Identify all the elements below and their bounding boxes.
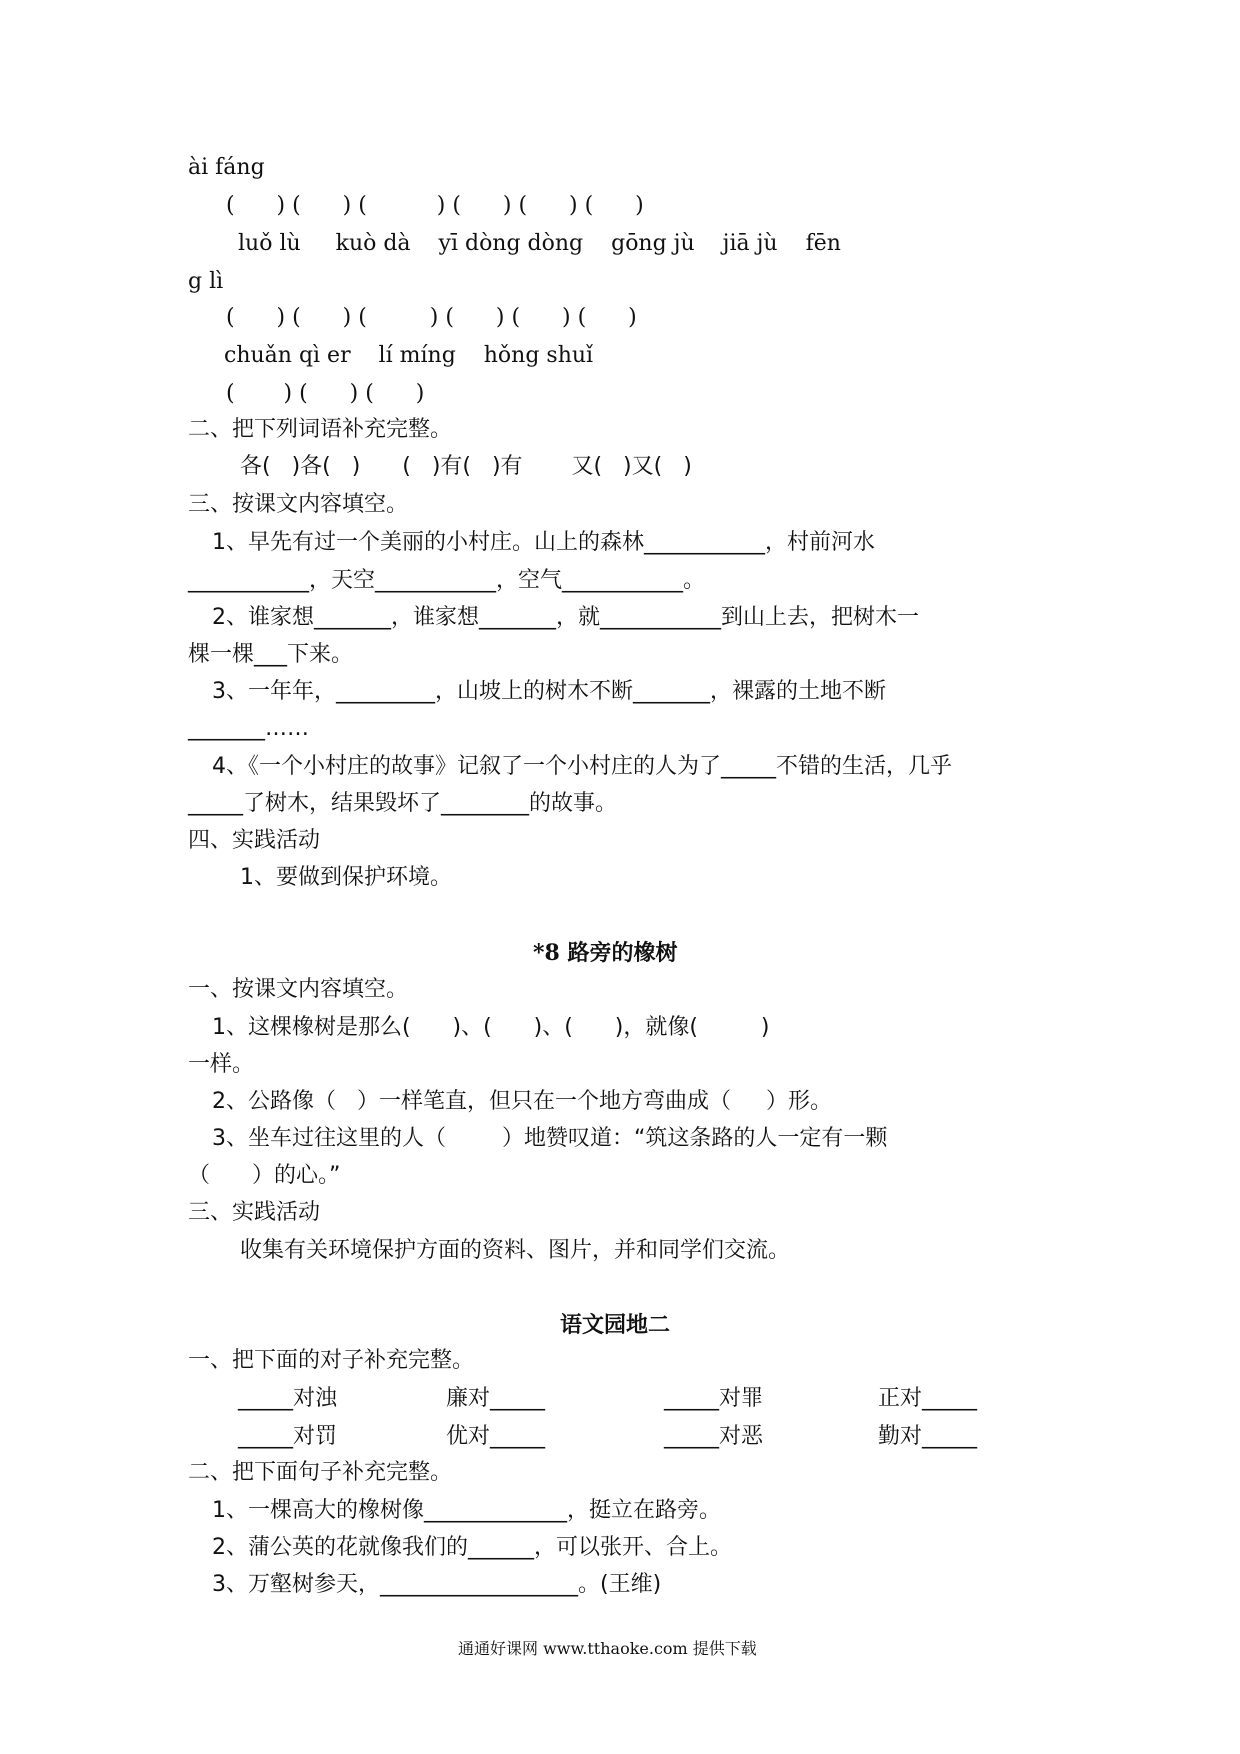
s3-q3-line-2: _______…… — [188, 716, 309, 741]
lesson-8-heading-3: 三、实践活动 — [188, 1200, 321, 1225]
pinyin-line-3: chuǎn qì er lí míng hǒng shuǐ — [224, 343, 594, 368]
couplet-r2-c2: 优对_____ — [446, 1424, 546, 1449]
pinyin-line-2: luǒ lù kuò dà yī dòng dòng gōng jù jiā jù fēn — [238, 231, 841, 256]
lesson-8-q3-line-2: （ ）的心。” — [188, 1163, 341, 1188]
s3-q2-line-1: 2、谁家想_______，谁家想_______，就___________到山上去，把树木一 — [212, 605, 919, 630]
lesson-8-activity: 收集有关环境保护方面的资料、图片，并和同学们交流。 — [240, 1238, 791, 1263]
lesson-8-q1-line-2: 一样。 — [188, 1052, 255, 1077]
s3-q4-line-1: 4、《一个小村庄的故事》记叙了一个小村庄的人为了_____不错的生活，几乎 — [212, 754, 952, 779]
garden-2-heading-1: 一、把下面的对子补充完整。 — [188, 1348, 475, 1373]
section-2-heading: 二、把下列词语补充完整。 — [188, 417, 453, 442]
couplet-r1-c3: _____对罪 — [664, 1386, 764, 1411]
garden-2-sentence-2: 2、蒲公英的花就像我们的______，可以张开、合上。 — [212, 1535, 732, 1560]
couplet-r1-c1: _____对浊 — [238, 1386, 338, 1411]
page-footer: 通通好课网 www.tthaoke.com 提供下载 — [458, 1639, 757, 1658]
s3-q1-line-1: 1、早先有过一个美丽的小村庄。山上的森林___________，村前河水 — [212, 530, 875, 555]
section-4-item: 1、要做到保护环境。 — [240, 865, 452, 890]
s3-q3-line-1: 3、一年年，_________，山坡上的树木不断_______，裸露的土地不断 — [212, 679, 886, 704]
couplet-r2-c1: _____对罚 — [238, 1424, 338, 1449]
section-3-heading: 三、按课文内容填空。 — [188, 492, 409, 517]
lesson-8-title: *8 路旁的橡树 — [533, 940, 678, 966]
garden-2-sentence-1: 1、一棵高大的橡树像_____________，挺立在路旁。 — [212, 1498, 721, 1523]
garden-2-heading-2: 二、把下面句子补充完整。 — [188, 1460, 453, 1485]
couplet-r1-c4: 正对_____ — [878, 1386, 978, 1411]
s3-q2-line-2: 棵一棵___下来。 — [188, 642, 354, 667]
pinyin-line-1: ài fáng — [188, 155, 265, 180]
section-2-words: 各( )各( ) ( )有( )有 又( )又( ) — [240, 454, 692, 479]
garden-2-title: 语文园地二 — [560, 1312, 671, 1338]
pinyin-blanks-2: ( ) ( ) ( ) ( ) ( ) ( ) — [226, 305, 637, 330]
lesson-8-heading-1: 一、按课文内容填空。 — [188, 977, 409, 1002]
pinyin-line-2-wrap: g lì — [188, 269, 224, 294]
lesson-8-q2: 2、公路像（ ）一样笔直，但只在一个地方弯曲成（ ）形。 — [212, 1089, 832, 1114]
s3-q1-line-2: ___________，天空___________，空气___________。 — [188, 568, 706, 593]
lesson-8-q3-line-1: 3、坐车过往这里的人（ ）地赞叹道：“筑这条路的人一定有一颗 — [212, 1126, 888, 1151]
s3-q4-line-2: _____了树木，结果毁坏了________的故事。 — [188, 791, 618, 816]
couplet-r2-c4: 勤对_____ — [878, 1424, 978, 1449]
lesson-8-q1-line-1: 1、这棵橡树是那么( )、( )、( )，就像( ) — [212, 1015, 770, 1040]
couplet-r2-c3: _____对恶 — [664, 1424, 764, 1449]
pinyin-blanks-1: ( ) ( ) ( ) ( ) ( ) ( ) — [226, 193, 644, 218]
couplet-r1-c2: 廉对_____ — [446, 1386, 546, 1411]
pinyin-blanks-3: ( ) ( ) ( ) — [226, 381, 425, 406]
garden-2-sentence-3: 3、万壑树参天，__________________。(王维) — [212, 1572, 662, 1597]
section-4-heading: 四、实践活动 — [188, 828, 321, 853]
